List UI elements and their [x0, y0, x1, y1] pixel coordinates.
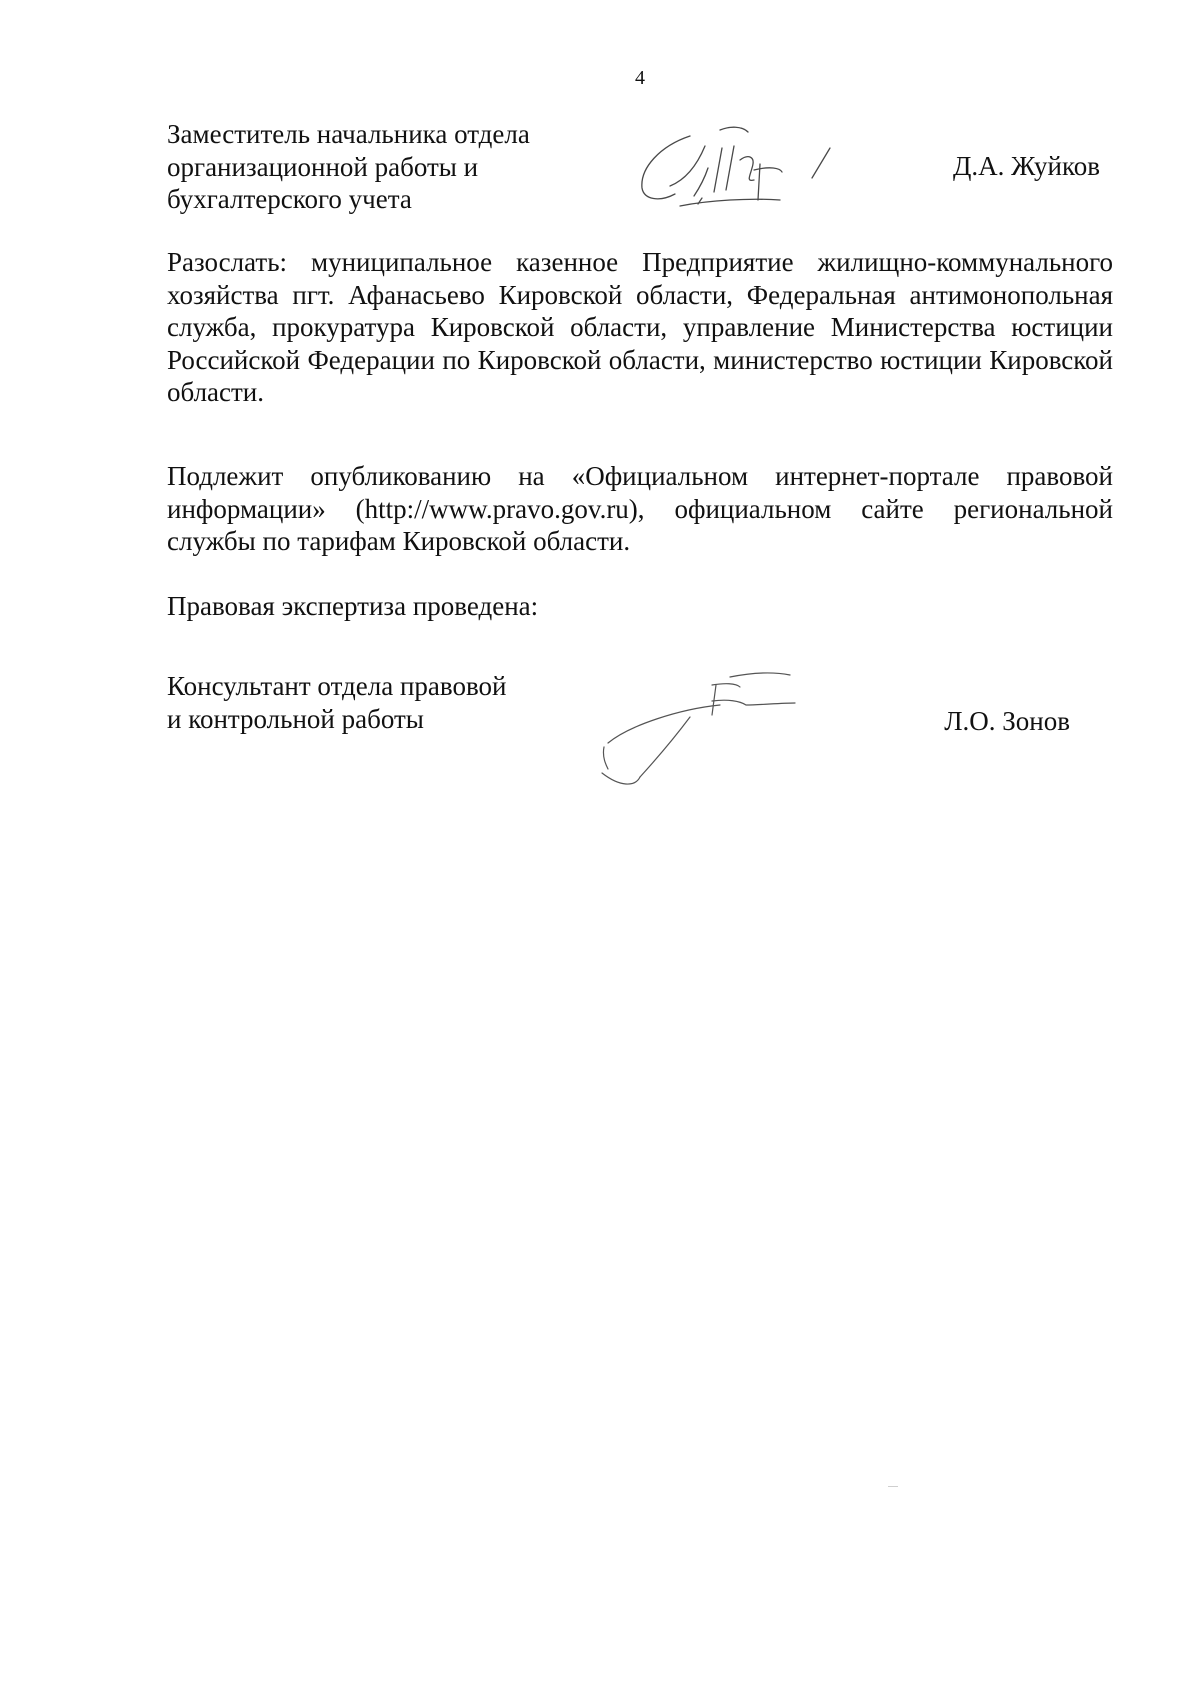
consultant-name: Л.О. Зонов — [944, 706, 1070, 736]
scan-artifact — [888, 1486, 898, 1487]
distribution-list: Разослать: муниципальное казенное Предприятие жилищно-коммунального хозяйства пгт. Афанасьево Кировской области, Федеральная антимонопольная служба, прокуратура Кировской области, управление Министерства юстиции Российской Федерации по Кировской области, министерство юстиции Кировской области. — [167, 247, 1113, 407]
signer-title — [167, 118, 597, 216]
signature-zhuikov — [630, 108, 910, 218]
publication-note: Подлежит опубликованию на «Официальном интернет-портале правовой информации» (http://www.pravo.gov.ru), официальном сайте региональной службы по тарифам Кировской области. — [167, 461, 1113, 556]
page-number: 4 — [635, 67, 645, 89]
consultant-title-line: Консультант отдела правовой — [167, 671, 507, 701]
signer-title-line: Заместитель начальника отдела — [167, 119, 530, 149]
legal-expertise-note: Правовая экспертиза проведена: — [167, 591, 539, 621]
signer-title-line: организационной работы и — [167, 151, 479, 182]
consultant-title-line: и контрольной работы — [167, 703, 424, 734]
signature-zonov — [590, 665, 850, 795]
signer-title-line: бухгалтерского учета — [167, 184, 412, 214]
signer-name: Д.А. Жуйков — [953, 151, 1100, 181]
consultant-title — [167, 670, 597, 735]
